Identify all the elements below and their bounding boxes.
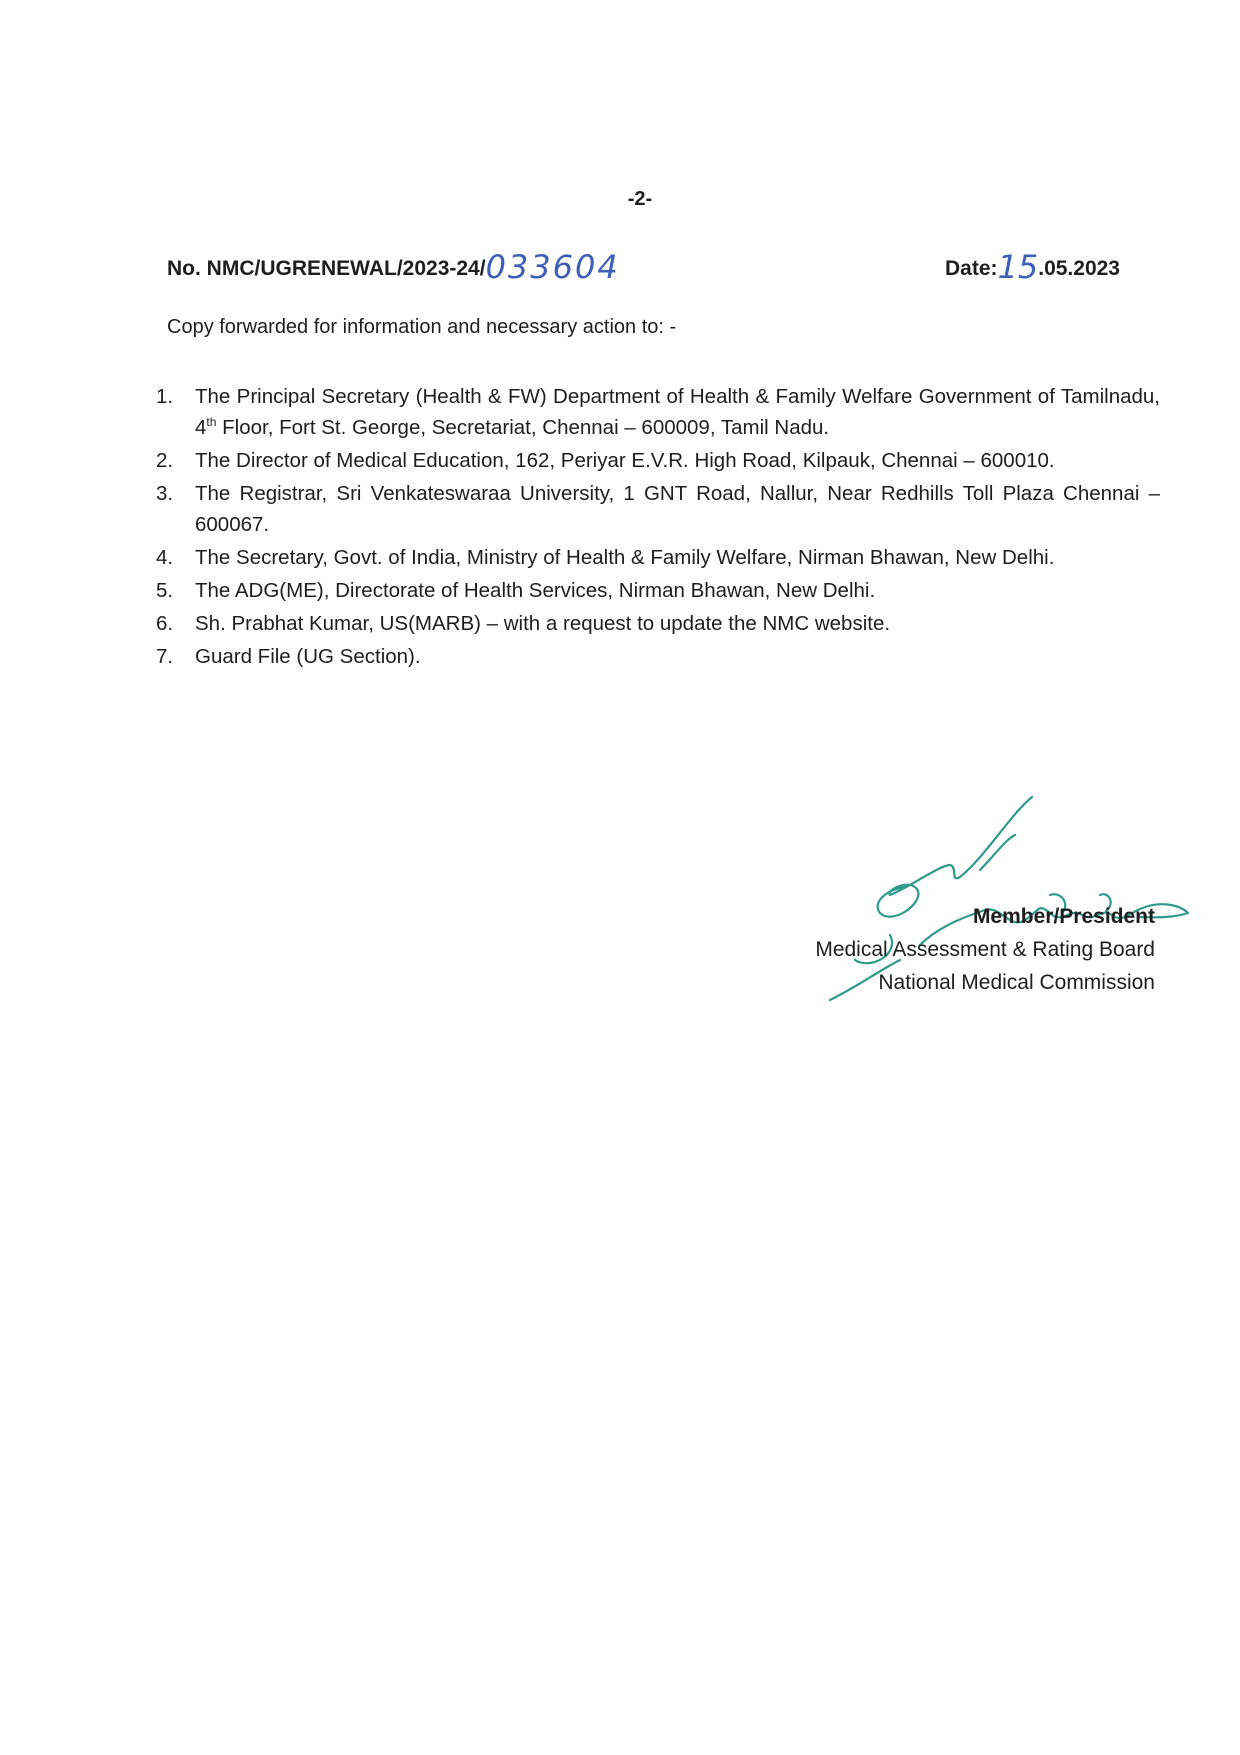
recipient-item — [156, 542, 1160, 573]
recipient-number: 3. — [156, 482, 174, 505]
date-rest: .05.2023 — [1038, 257, 1120, 280]
recipient-text: The Director of Medical Education, 162, Periyar E.V.R. High Road, Kilpauk, Chennai – 600010. — [195, 449, 1055, 472]
recipient-number: 4. — [156, 546, 174, 569]
recipient-text: The Secretary, Govt. of India, Ministry of Health & Family Welfare, Nirman Bhawan, New Delhi. — [195, 546, 1055, 569]
reference-prefix: No. NMC/UGRENEWAL/2023-24/ — [167, 257, 486, 280]
recipient-item — [156, 641, 1160, 672]
recipient-text-continued: Floor, Fort St. George, Secretariat, Chennai – 600009, Tamil Nadu. — [216, 416, 830, 439]
recipient-number: 6. — [156, 612, 174, 635]
reference-handwritten-number: 033604 — [485, 248, 620, 286]
recipient-item — [156, 381, 1160, 443]
recipient-list — [156, 381, 1160, 674]
signatory-organisation: National Medical Commission — [878, 971, 1155, 994]
recipient-text: Sh. Prabhat Kumar, US(MARB) – with a request to update the NMC website. — [195, 612, 891, 635]
signature-block — [700, 900, 1155, 999]
document-date — [945, 248, 1120, 286]
recipient-text: Guard File (UG Section). — [195, 645, 421, 668]
recipient-superscript: th — [206, 415, 217, 430]
recipient-number: 2. — [156, 449, 174, 472]
recipient-item — [156, 575, 1160, 606]
recipient-number: 1. — [156, 385, 174, 408]
date-label: Date: — [945, 257, 998, 280]
recipient-number: 5. — [156, 579, 174, 602]
recipient-item — [156, 608, 1160, 639]
recipient-item — [156, 445, 1160, 476]
recipient-item — [156, 478, 1160, 540]
recipient-text: The Registrar, Sri Venkateswaraa University, 1 GNT Road, Nallur, Near Redhills Toll Plaza Chennai – 600067. — [195, 482, 1160, 536]
recipient-text: The Principal Secretary (Health & FW) Department of Health & Family Welfare Government of Tamilnadu, 4 — [195, 385, 1160, 439]
recipient-text: The ADG(ME), Directorate of Health Services, Nirman Bhawan, New Delhi. — [195, 579, 876, 602]
reference-number — [167, 248, 620, 286]
signatory-board: Medical Assessment & Rating Board — [815, 938, 1155, 961]
intro-text: Copy forwarded for information and necessary action to: - — [167, 316, 677, 338]
recipient-number: 7. — [156, 645, 174, 668]
page-number: -2- — [627, 188, 653, 210]
date-handwritten-day: 15 — [997, 248, 1039, 286]
signatory-designation: Member/President — [972, 905, 1155, 928]
